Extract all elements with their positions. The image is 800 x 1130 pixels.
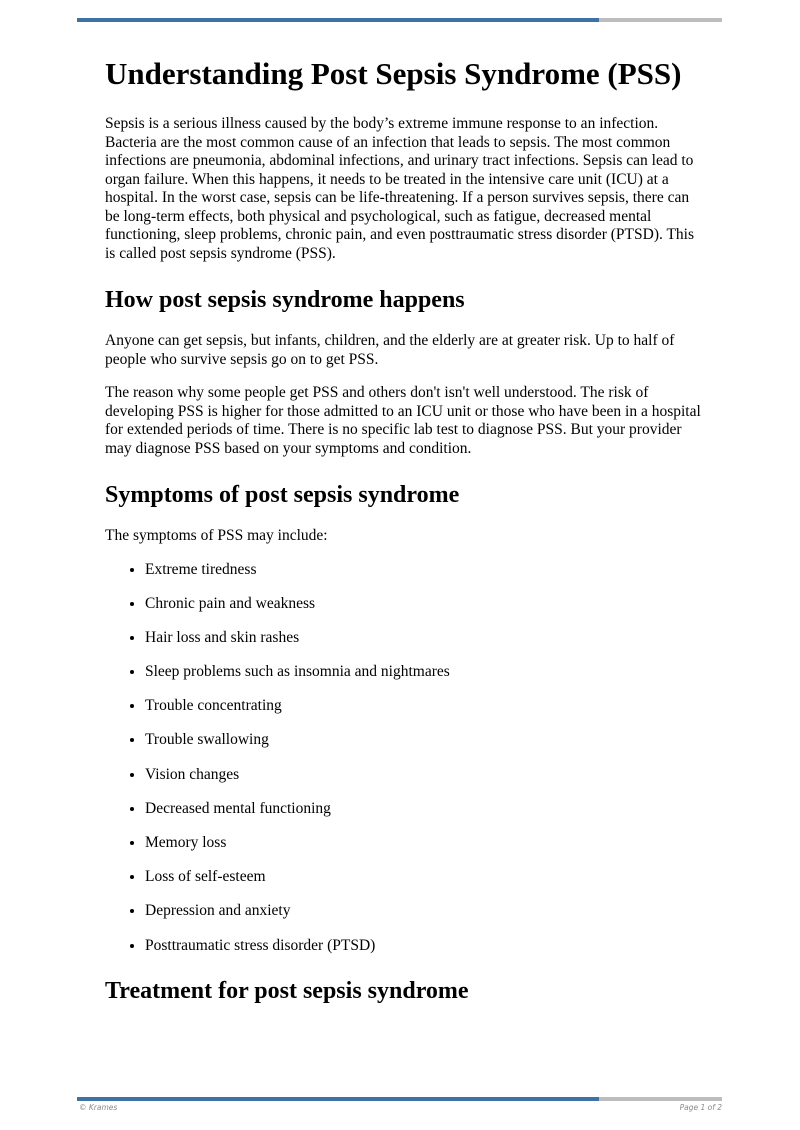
list-item: • Loss of self-esteem [145,868,705,887]
footer-copyright: © Krames [79,1103,118,1112]
footer-progress-fill [77,1097,599,1101]
footer-progress-bar [77,1097,722,1101]
top-progress-bar [77,18,722,22]
list-item: • Trouble concentrating [145,697,705,716]
symptoms-list [105,561,705,956]
page-title: Understanding Post Sepsis Syndrome (PSS) [105,56,682,91]
section-how-paragraph-2: The reason why some people get PSS and others don't isn't well understood. The risk of developing PSS is higher for those admitted to an ICU unit or those who have been in a hospital for extended periods of time. There is no specific lab test to diagnose PSS. But your provider may diagnose PSS based on your symptoms and condition. [105,384,701,457]
document-content [105,56,705,1023]
top-progress-fill [77,18,599,22]
section-how-paragraph-1: Anyone can get sepsis, but infants, children, and the elderly are at greater risk. Up to half of people who survive sepsis go on to get PSS. [105,332,675,368]
list-item: • Extreme tiredness [145,561,705,580]
section-heading-how: How post sepsis syndrome happens [105,287,465,313]
list-item: • Sleep problems such as insomnia and nightmares [145,663,705,682]
list-item: • Posttraumatic stress disorder (PTSD) [145,937,705,956]
section-heading-treatment: Treatment for post sepsis syndrome [105,978,469,1005]
intro-paragraph: Sepsis is a serious illness caused by the body’s extreme immune response to an infection. Bacteria are the most common cause of an infection that leads to sepsis. The most common infections are pneumonia, abdominal infections, and urinary tract infections. Sepsis can lead to organ failure. When this happens, it needs to be treated in the intensive care unit (ICU) at a hospital. In the worst case, sepsis can be life-threatening. If a person survives sepsis, there can be long-term effects, both physical and psychological, such as fatigue, decreased mental functioning, sleep problems, chronic pain, and even posttraumatic stress disorder (PTSD). This is called post sepsis syndrome (PSS). [105,115,695,262]
symptoms-lead: The symptoms of PSS may include: [105,527,328,544]
list-item: • Memory loss [145,834,705,853]
footer-page-number: Page 1 of 2 [679,1103,722,1112]
section-heading-symptoms: Symptoms of post sepsis syndrome [105,482,460,508]
list-item: • Depression and anxiety [145,902,705,921]
list-item: • Hair loss and skin rashes [145,629,705,648]
list-item: • Trouble swallowing [145,731,705,750]
list-item: • Decreased mental functioning [145,800,705,819]
list-item: • Vision changes [145,766,705,785]
list-item: • Chronic pain and weakness [145,595,705,614]
